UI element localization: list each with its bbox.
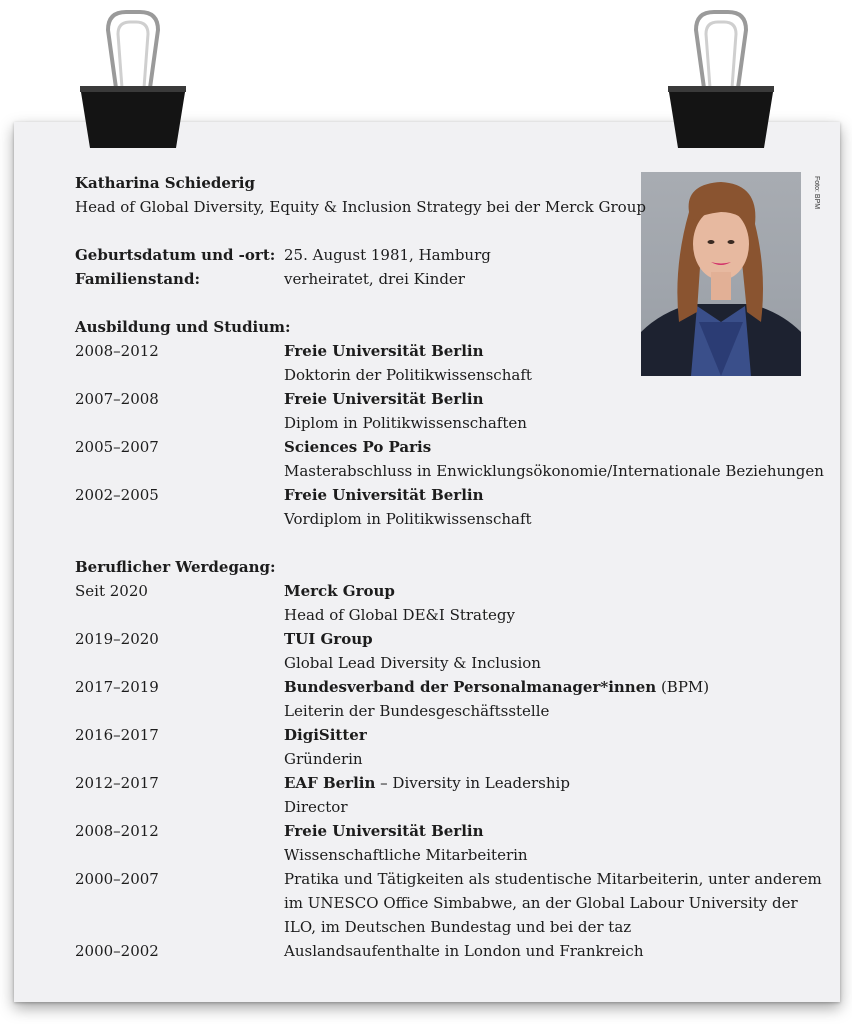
career-employer-suffix: – Diversity in Leadership (375, 774, 570, 792)
career-employer: DigiSitter (284, 726, 367, 744)
education-detail: Vordiplom in Politikwissenschaft (284, 510, 532, 528)
career-period: 2016–2017 (75, 726, 159, 744)
education-period: 2007–2008 (75, 390, 159, 408)
education-period: 2005–2007 (75, 438, 159, 456)
career-role: Director (284, 798, 348, 816)
photo-credit: Foto: BPM (813, 176, 820, 210)
internships-text-line: ILO, im Deutschen Bundestag und bei der taz (284, 918, 632, 936)
education-institution: Freie Universität Berlin (284, 486, 484, 504)
birth-label: Geburtsdatum und -ort: (75, 246, 276, 264)
person-name: Katharina Schiederig (75, 174, 255, 192)
career-heading: Beruflicher Werdegang: (75, 558, 276, 576)
career-employer-suffix: (BPM) (656, 678, 710, 696)
career-employer: EAF Berlin (284, 774, 376, 792)
career-period: 2000–2002 (75, 942, 159, 960)
portrait-photo (641, 172, 801, 376)
person-title: Head of Global Diversity, Equity & Inclusion Strategy bei der Merck Group (75, 198, 646, 216)
education-detail: Masterabschluss in Enwicklungsökonomie/Internationale Beziehungen (284, 462, 824, 480)
career-employer-line (284, 723, 367, 747)
career-employer: Bundesverband der Personalmanager*innen (284, 678, 657, 696)
career-period: 2008–2012 (75, 822, 159, 840)
education-period: 2008–2012 (75, 342, 159, 360)
family-label: Familienstand: (75, 270, 200, 288)
career-period: 2019–2020 (75, 630, 159, 648)
abroad-text: Auslandsaufenthalte in London und Frankreich (284, 942, 644, 960)
career-employer: TUI Group (284, 630, 373, 648)
career-role: Gründerin (284, 750, 363, 768)
career-period: Seit 2020 (75, 582, 148, 600)
education-institution: Freie Universität Berlin (284, 390, 484, 408)
education-period: 2002–2005 (75, 486, 159, 504)
career-employer-line (284, 819, 484, 843)
education-institution: Sciences Po Paris (284, 438, 432, 456)
binder-clip-icon (78, 0, 188, 150)
career-role: Leiterin der Bundesgeschäftsstelle (284, 702, 550, 720)
career-employer-line (284, 675, 709, 699)
career-employer: Merck Group (284, 582, 395, 600)
portrait-illustration (641, 172, 801, 376)
career-employer-line (284, 771, 570, 795)
education-detail: Doktorin der Politikwissenschaft (284, 366, 532, 384)
career-role: Head of Global DE&I Strategy (284, 606, 515, 624)
career-employer-line (284, 579, 395, 603)
birth-value: 25. August 1981, Hamburg (284, 246, 491, 264)
career-period: 2012–2017 (75, 774, 159, 792)
internships-text-line: Pratika und Tätigkeiten als studentische Mitarbeiterin, unter anderem (284, 870, 822, 888)
education-institution: Freie Universität Berlin (284, 342, 484, 360)
internships-text-line: im UNESCO Office Simbabwe, an der Global Labour University der (284, 894, 798, 912)
education-detail: Diplom in Politikwissenschaften (284, 414, 527, 432)
career-period: 2017–2019 (75, 678, 159, 696)
family-value: verheiratet, drei Kinder (284, 270, 465, 288)
career-role: Global Lead Diversity & Inclusion (284, 654, 541, 672)
career-role: Wissenschaftliche Mitarbeiterin (284, 846, 528, 864)
career-employer-line (284, 627, 373, 651)
career-period: 2000–2007 (75, 870, 159, 888)
education-heading: Ausbildung und Studium: (75, 318, 291, 336)
career-employer: Freie Universität Berlin (284, 822, 484, 840)
binder-clip-icon (666, 0, 776, 150)
